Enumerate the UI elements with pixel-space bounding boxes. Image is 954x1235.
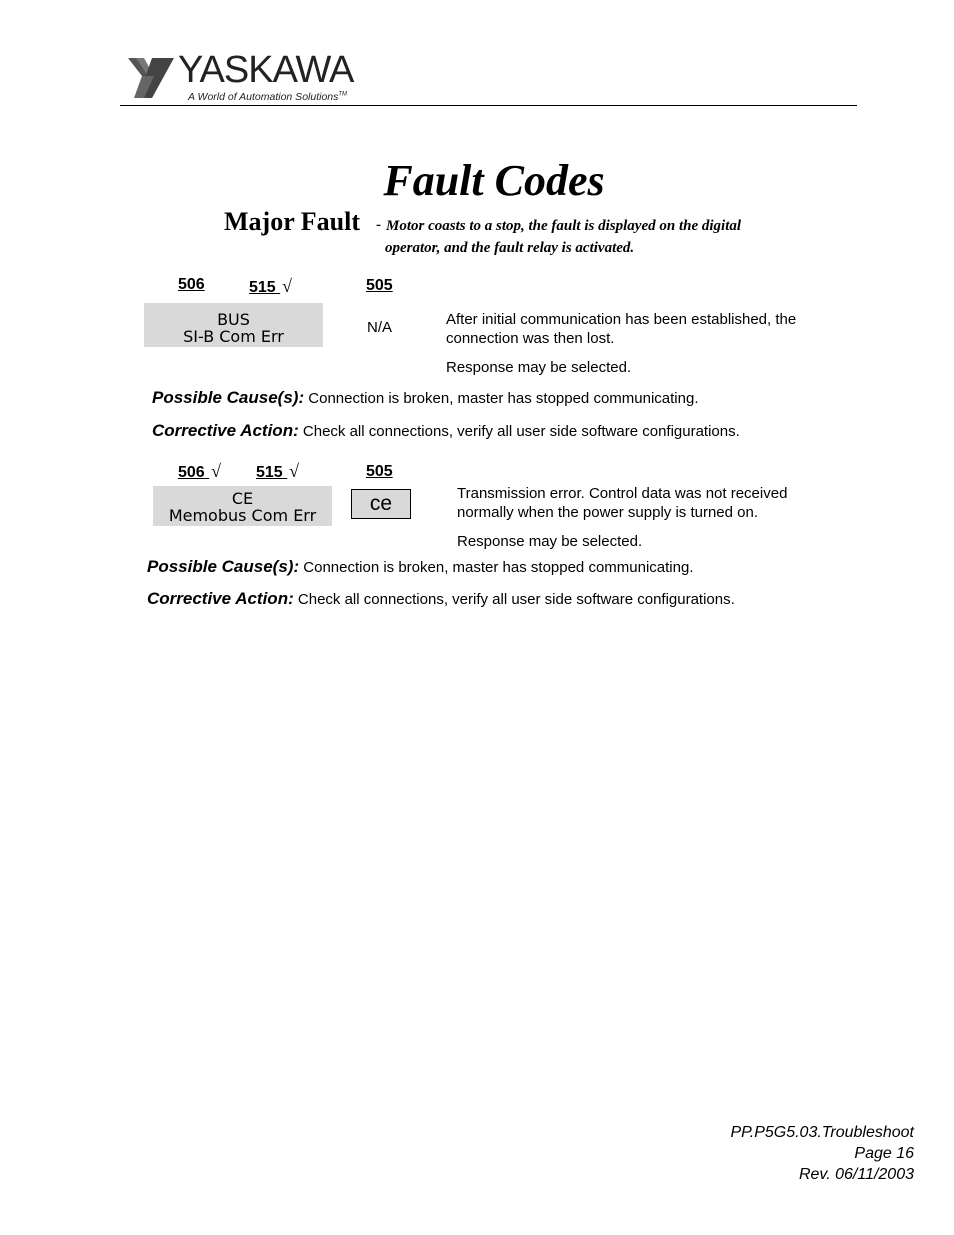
code-505: 505 — [366, 463, 393, 480]
fault-name-box — [144, 303, 323, 347]
fault-name: Memobus Com Err — [168, 506, 317, 525]
check-mark-icon: √ — [282, 276, 293, 296]
revision-date: Rev. 06/11/2003 — [798, 1166, 914, 1183]
fault-response: Response may be selected. — [457, 533, 643, 550]
logo-tagline: A World of Automation Solutions™ — [188, 91, 348, 103]
section-description-line2: operator, and the fault relay is activated. — [385, 240, 635, 256]
operator-display-box: ce — [351, 489, 411, 519]
code-515: 515 √ — [249, 276, 293, 296]
corrective-action-text: Check all connections, verify all user side software configurations. — [297, 591, 735, 608]
document-id: PP.P5G5.03.Troubleshoot — [730, 1124, 914, 1141]
page-title: Fault Codes — [383, 156, 605, 205]
possible-cause-text: Connection is broken, master has stopped communicating. — [308, 390, 699, 407]
header-divider — [120, 105, 857, 106]
operator-display-text: N/A — [367, 319, 393, 336]
fault-description: After initial communication has been established, the connection was then lost. — [446, 311, 797, 347]
section-description-line1: Motor coasts to a stop, the fault is displayed on the digital — [386, 218, 742, 234]
code-505: 505 — [366, 277, 393, 294]
check-mark-icon: √ — [289, 461, 300, 481]
fault-response: Response may be selected. — [446, 359, 632, 376]
fault-code: CE — [231, 489, 254, 508]
possible-cause — [152, 388, 699, 408]
logo-wordmark: YASKAWA — [178, 49, 354, 91]
code-506: 506 — [178, 276, 205, 293]
possible-cause-text: Connection is broken, master has stopped communicating. — [303, 559, 694, 576]
fault-code: BUS — [217, 310, 250, 329]
code-515: 515 √ — [256, 461, 300, 481]
fault-name-box — [153, 486, 332, 526]
fault-description: Transmission error. Control data was not received normally when the power supply is turned on. — [457, 485, 788, 521]
code-506: 506 √ — [178, 461, 222, 481]
yaskawa-logo-icon — [122, 52, 180, 102]
corrective-action-label: Corrective Action: — [152, 421, 299, 440]
possible-cause — [147, 557, 694, 577]
possible-cause-label: Possible Cause(s): — [152, 388, 305, 407]
section-title-dash: - — [376, 217, 381, 233]
page-number: Page 16 — [854, 1145, 914, 1162]
check-mark-icon: √ — [211, 461, 222, 481]
corrective-action-label: Corrective Action: — [147, 589, 294, 608]
yaskawa-logo — [122, 50, 382, 108]
section-title: Major Fault — [224, 207, 360, 236]
possible-cause-label: Possible Cause(s): — [147, 557, 300, 576]
fault-name: SI-B Com Err — [183, 327, 284, 346]
corrective-action-text: Check all connections, verify all user side software configurations. — [302, 423, 740, 440]
corrective-action — [152, 421, 740, 441]
corrective-action — [147, 589, 735, 609]
page-footer — [730, 1122, 914, 1185]
